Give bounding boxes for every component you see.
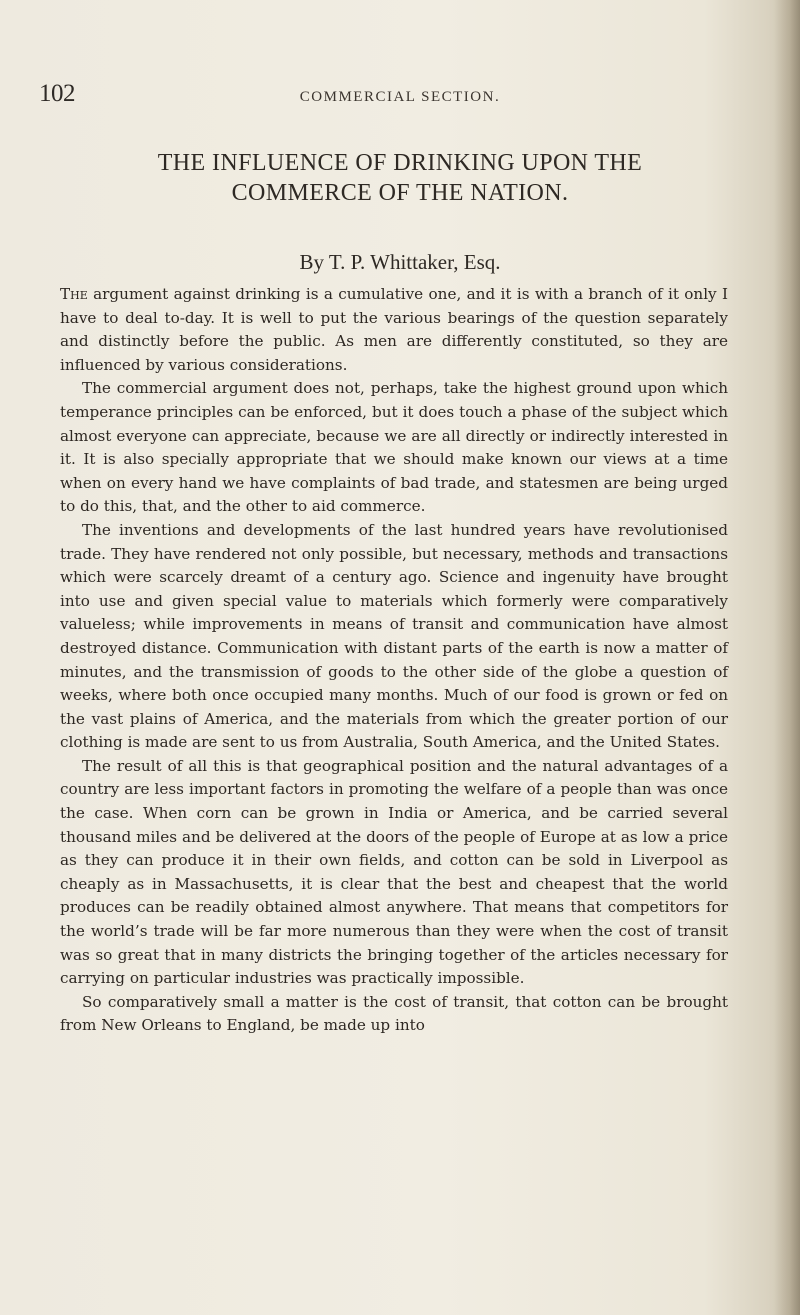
- paragraph-2: The commercial argument does not, perhaps, take the highest ground upon which temperance principles can be enforced, but it does touch a phase of the subject which almost everyone can appreciate, because we are all directly or indirectly interested in it. It is also specially appropriate that we should make known our views at a time when on every hand we have complaints of bad trade, and statesmen are being urged to do this, that, and the other to aid commerce.: [60, 379, 728, 516]
- running-head: COMMERCIAL SECTION.: [299, 89, 501, 105]
- article-title: [60, 148, 740, 208]
- article-title-line-2: COMMERCE OF THE NATION.: [231, 180, 569, 206]
- paragraph-1-text: argument against drinking is a cumulative one, and it is with a branch of it only I have to deal to-day. It is well to put the various bearings of the question separately and distinctly before the public. As men are differently constituted, so they are influenced by various considerations.: [60, 285, 728, 374]
- paragraph-3: The inventions and developments of the last hundred years have revolutionised trade. They have rendered not only possible, but necessary, methods and transactions which were scarcely dreamt of a century ago. Science and ingenuity have brought into use and given special value to materials which formerly were comparatively valueless; while improvements in means of transit and communication have almost destroyed distance. Communication with distant parts of the earth is now a matter of minutes, and the transmission of goods to the other side of the globe a question of weeks, where both once occupied many months. Much of our food is grown or fed on the vast plains of America, and the materials from which the greater portion of our clothing is made are sent to us from Australia, South America, and the United States.: [60, 520, 728, 752]
- article-title-line-1: THE INFLUENCE OF DRINKING UPON THE: [157, 150, 643, 176]
- byline: By T. P. Whittaker, Esq.: [299, 250, 501, 274]
- page-edge-shadow: [774, 0, 800, 1315]
- paragraph-4: The result of all this is that geographical position and the natural advantages of a country are less important factors in promoting the welfare of a people than was once the case. When corn can be grown in India or America, and be carried several thousand miles and be delivered at the doors of the people of Europe at as low a price as they can produce it in their own fields, and cotton can be sold in Liverpool as cheaply as in Massachusetts, it is clear that the best and cheapest that the world produces can be readily obtained almost anywhere. That means that competitors for the world’s trade will be far more numerous than they were when the cost of transit was so great that in many districts the bringing together of the articles necessary for carrying on particular industries was practically impossible.: [60, 756, 728, 988]
- paragraph-5: So comparatively small a matter is the cost of transit, that cotton can be brought from New Orleans to England, be made up into: [60, 992, 728, 1035]
- paragraph-1: [60, 283, 728, 377]
- opening-word: The: [60, 285, 88, 303]
- article-body: [60, 283, 728, 1038]
- page-number: 102: [39, 80, 75, 107]
